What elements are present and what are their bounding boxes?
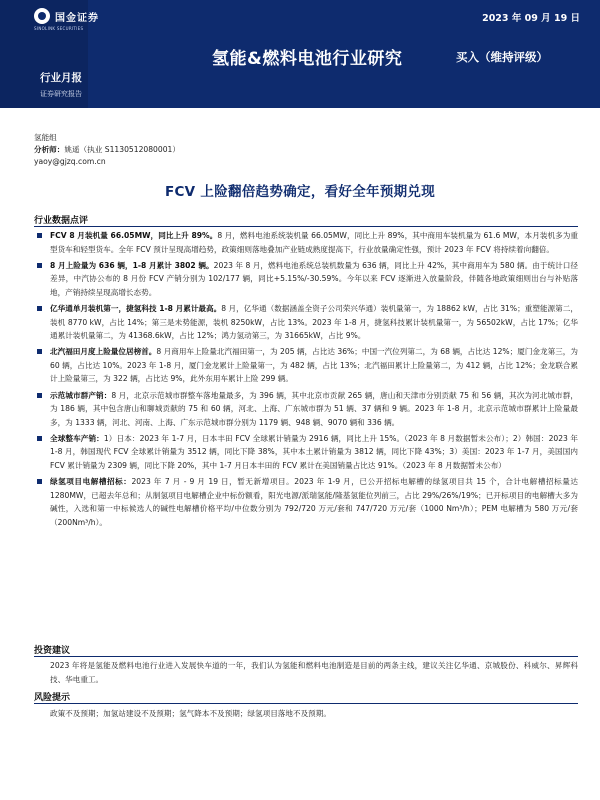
bullet-item: FCV 8 月装机量 66.05MW，同比上升 89%。8 月，燃料电池系统装机量 66.05MW，同比上升 89%，其中商用车装机量为 61.6 MW，本月装机多为重型货车和轻型货车。全年 FCV 预计呈现高增趋势，政策细则落地叠加产业链成熟度提高下，行业放量确定性强，预计 2023 年 FCV 将持续着向翻倍。 — [34, 229, 578, 256]
bullet-item: 全球整车产销：1）日本：2023 年 1-7 月，日本丰田 FCV 全球累计销量为 2916 辆，同比上升 15%。（2023 年 8 月数据暂未公布）；2）韩国：2023 年 1-8 月，韩国现代 FCV 全球累计销量为 3512 辆，同比下降 38%，其中本土累计销量为 3812 辆，同比下降 43%；3）美国：2023 年 1-7 月，美国国内 FCV 累计销量为 2309 辆，同比下降 20%，其中 1-7 月日本丰田的 FCV 累计在美国销量占比达 91%。（2023 年 8 月数据暂未公布） — [34, 432, 578, 473]
report-date: 2023 年 09 月 19 日 — [482, 13, 580, 24]
bullet-marker-icon — [37, 263, 42, 268]
bullet-item: 8 月上险量为 636 辆，1-8 月累计 3802 辆。2023 年 8 月，燃料电池系统总装机数量为 636 辆，同比上升 42%，其中商用车为 580 辆。由于统计口径差异，中汽协公布的 8 月份 FCV 产销分别为 102/177 辆，同比+5.15%/-30.59%。今年以来 FCV 逐渐进入放量阶段，伴随各地政策细则出台与补贴落地，产销持续呈现高增长态势。 — [34, 259, 578, 300]
report-type: 行业月报 — [40, 72, 82, 84]
report-title: 氢能&燃料电池行业研究 — [212, 49, 403, 69]
logo-text: 国金证券 — [55, 12, 99, 24]
analyst-email[interactable]: yaoy@gjzq.com.cn — [34, 157, 106, 166]
author-block — [34, 132, 180, 168]
section-title-investment: 投资建议 — [34, 646, 71, 656]
bullet-marker-icon — [37, 393, 42, 398]
rating-badge: 买入（维持评级） — [456, 50, 548, 64]
bullet-item: 北汽福田月度上险量位居榜首。8 月商用车上险量北汽福田第一，为 205 辆，占比达 36%；中国一汽位列第二，为 68 辆，占比达 12%；厦门金龙第三，为 60 辆，占比达 10%。2023 年 1-8 月，厦门金龙累计上险量第一，为 482 辆，占比 13%；北汽福田累计上险量第二，为 412 辆，占比 12%；金龙联合累计上险量第三，为 322 辆，占比达 9%，此外东用车累计上险 299 辆。 — [34, 345, 578, 386]
bullet-item: 亿华通单月装机第一，捷氢科技 1-8 月累计最高。8 月，亿华通（数据涵盖全资子公司荣兴华通）装机量第一，为 18862 kW，占比 31%；重塑能源第二，装机 8770 kW，占比 14%；第三是未势能源，装机 8250kW，占比 13%。2023 年 1-8 月，捷氢科技累计装机量第一，为 56502kW，占比 17%；亿华通累计装机量第二，为 41368.6kW，占比 12%；鸿力氢动第三，为 31665kW，占比 9%。 — [34, 302, 578, 343]
analyst-line — [34, 144, 180, 156]
bullet-marker-icon — [37, 233, 42, 238]
investment-text: 2023 年将是氢能及燃料电池行业进入发展快车道的一年，我们认为氢能和燃料电池制造是目前的两条主线，建议关注亿华通、京城股份、科威尔、昇辉科技、华电重工。 — [50, 661, 578, 684]
bullet-item: 绿氢项目电解槽招标：2023 年 7 月 - 9 月 19 日，暂无新增项目。2023 年 1-9 月，已公开招标电解槽的绿氢项目共 15 个，合计电解槽招标量达 1280MW，已超去年总和；从制氢项目电解槽企业中标份额看，阳光电源/派瑞氢能/隆基氢能位列前三，占比 29%/26%/19%；已开标项目的电解槽大多为碱性，入选和第一中标候选人的碱性电解槽价格平均/中位数分别为 792/720 万元/套和 747/720 万元/套（1000 Nm³/h）；PEM 电解槽为 580 万元/套（200Nm³/h）。 — [34, 475, 578, 529]
header-band — [0, 0, 600, 108]
bullet-marker-icon — [37, 306, 42, 311]
section-divider — [34, 703, 578, 704]
logo-subtext: SINOLINK SECURITIES — [34, 26, 84, 31]
report-category: 证券研究报告 — [40, 90, 82, 98]
bullet-item: 示范城市群产销：8 月，北京示范城市群整车落地量最多，为 396 辆，其中北京市贡献 265 辆，唐山和天津市分别贡献 75 和 56 辆，其次为河北城市群，为 186 辆，其中包含唐山和聊城贡献的 75 和 60 辆，河北、上海、广东城市群为 51 辆、37 辆和 9 辆。2023 年 1-8 月，北京示范城市群累计上险量最多，为 1333 辆，河北、河南、上海、广东示范城市群分别为 1179 辆、948 辆、9070 辆和 336 辆。 — [34, 389, 578, 430]
section-title-risk: 风险提示 — [34, 693, 71, 703]
data-review-list — [34, 229, 578, 532]
bullet-marker-icon — [37, 349, 42, 354]
section-divider — [34, 656, 578, 657]
section-title-data-review: 行业数据点评 — [34, 216, 89, 226]
logo — [34, 8, 99, 24]
headline: FCV 上险翻倍趋势确定，看好全年预期兑现 — [164, 184, 436, 200]
logo-icon — [34, 8, 50, 24]
section-divider — [34, 226, 578, 227]
analyst-label: 分析师： — [34, 145, 65, 154]
bullet-marker-icon — [37, 436, 42, 441]
risk-text: 政策不及预期；加氢站建设不及预期；氢气降本不及预期；绿氢项目落地不及预期。 — [50, 709, 331, 718]
analyst-name: 姚遥（执业 S1130512080001） — [64, 145, 180, 154]
bullet-marker-icon — [37, 479, 42, 484]
research-group: 氢能组 — [34, 133, 57, 142]
